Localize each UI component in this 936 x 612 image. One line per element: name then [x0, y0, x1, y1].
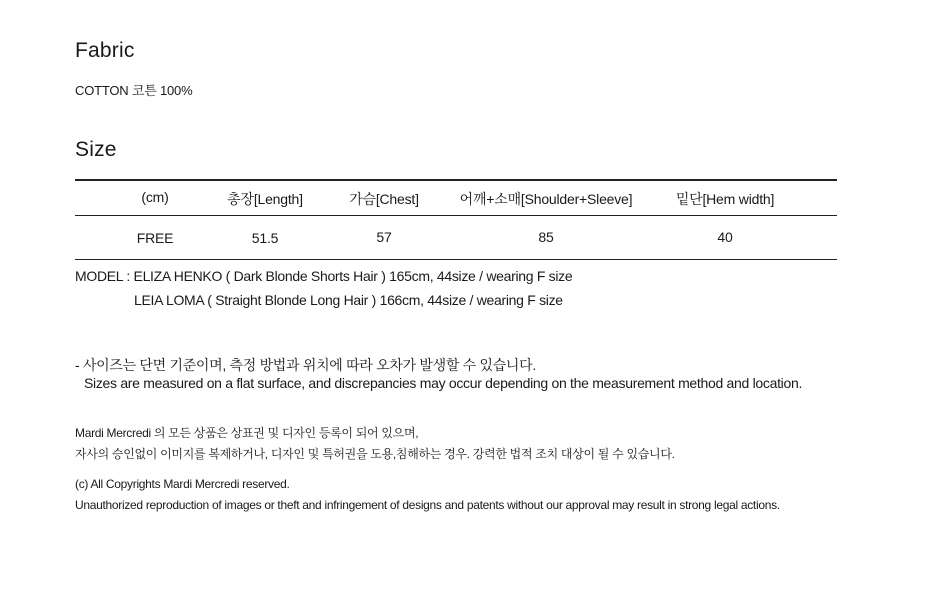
copyright-korean-line-1: Mardi Mercredi 의 모든 상품은 상표권 및 디자인 등록이 되어 있으며,: [75, 426, 419, 440]
copyright-english-line-2: Unauthorized reproduction of images or theft and infringement of designs and patents without our approval may result in strong legal actions.: [75, 498, 780, 512]
fabric-heading: Fabric: [75, 39, 135, 62]
copyright-english-line-1: (c) All Copyrights Mardi Mercredi reserved.: [75, 477, 290, 491]
column-header-chest: 가슴[Chest]: [349, 191, 419, 207]
measurement-note-english: Sizes are measured on a flat surface, and discrepancies may occur depending on the measurement method and location.: [84, 375, 803, 391]
column-header-unit: (cm): [141, 189, 169, 205]
row-chest-value: 57: [376, 229, 392, 245]
table-header-rule: [75, 215, 837, 216]
row-shoulder-sleeve-value: 85: [538, 229, 554, 245]
column-header-hem-width: 밑단[Hem width]: [675, 191, 775, 207]
fabric-content: COTTON 코튼 100%: [75, 83, 193, 98]
row-size-label: FREE: [136, 230, 174, 246]
table-bottom-rule: [75, 259, 837, 260]
measurement-note-korean: - 사이즈는 단면 기준이며, 측정 방법과 위치에 따라 오차가 발생할 수 있습니다.: [75, 357, 536, 373]
row-hem-width-value: 40: [717, 229, 733, 245]
copyright-korean-line-2: 자사의 승인없이 이미지를 복제하거나, 디자인 및 특허권을 도용,침해하는 경우. 강력한 법적 조치 대상이 될 수 있습니다.: [75, 447, 675, 461]
row-length-value: 51.5: [251, 230, 279, 246]
column-header-length: 총장[Length]: [227, 191, 303, 207]
table-top-rule: [75, 179, 837, 181]
column-header-shoulder-sleeve: 어깨+소매[Shoulder+Sleeve]: [459, 191, 633, 207]
model-info-line-2: LEIA LOMA ( Straight Blonde Long Hair ) 166cm, 44size / wearing F size: [134, 292, 563, 308]
model-info-line-1: MODEL : ELIZA HENKO ( Dark Blonde Shorts Hair ) 165cm, 44size / wearing F size: [75, 268, 573, 284]
size-heading: Size: [75, 138, 117, 161]
